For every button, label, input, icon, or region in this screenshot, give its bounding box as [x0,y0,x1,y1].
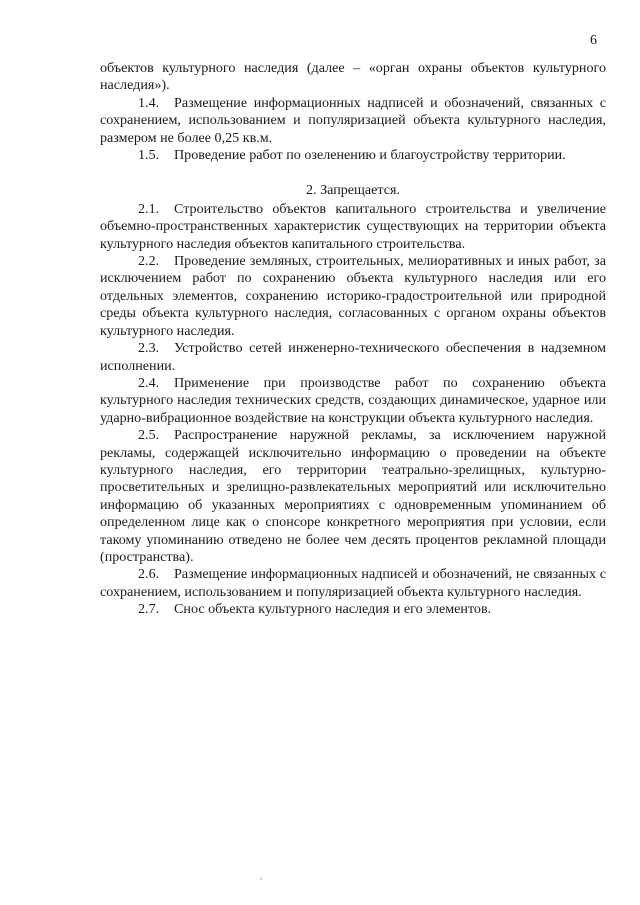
clause-2-3 [100,340,606,375]
clause-text: Размещение информационных надписей и обозначений, не связанных с сохранением, использованием и популяризацией объекта культурного наследия. [100,566,606,600]
section-heading-2: 2. Запрещается. [305,182,401,199]
clause-2-2 [100,253,606,340]
clause-text: Снос объекта культурного наследия и его элементов. [174,601,492,618]
continuation-paragraph: объектов культурного наследия (далее – «орган охраны объектов культурного наследия»). [100,60,606,94]
clause-2-1 [100,201,606,253]
clause-1-5 [100,147,606,164]
clause-text: Проведение земляных, строительных, мелиоративных и иных работ, за исключением работ по сохранению объекта культурного наследия или его отдельных элементов, сохранению историко-градостроительной или природной среды объекта культурного наследия, согласованных с органом охраны объектов культурного наследия. [100,253,606,339]
clause-number: 2.6. [138,566,160,583]
clause-2-5 [100,427,606,566]
clause-number: 2.4. [138,374,160,391]
clause-text: Строительство объектов капитального строительства и увеличение объемно-пространственных характеристик существующих на территории объекта культурного наследия объектов капитального строительства. [100,200,606,252]
clause-number: 2.2. [138,253,160,270]
clause-1-4 [100,95,606,147]
clause-number: 2.3. [138,340,160,357]
clause-text: Устройство сетей инженерно-технического обеспечения в надземном исполнении. [100,340,606,374]
clause-number: 2.7. [138,601,160,618]
clause-text: Применение при производстве работ по сохранению объекта культурного наследия технических средств, создающих динамическое, ударное или ударно-вибрационное воздействие на конструкции объекта культурного наследия. [100,374,606,426]
clause-number: 1.4. [138,94,160,111]
clause-number: 2.1. [138,200,160,217]
clause-2-6 [100,566,606,601]
clause-2-7 [100,601,606,618]
page-number: 6 [590,33,597,48]
clause-text: Проведение работ по озеленению и благоустройству территории. [174,147,566,164]
clause-number: 1.5. [138,147,160,164]
clause-2-4 [100,375,606,427]
clause-text: Распространение наружной рекламы, за исключением наружной рекламы, содержащей исключительно информацию о проведении на объекте культурного наследия, его территории театрально-зрелищных, культурно-просветительных и зрелищно-развлекательных мероприятий или исключительно информацию об указанных мероприятиях с одновременным упоминанием об определенном лице как о спонсоре конкретного мероприятия при условии, если такому упоминанию отведено не более чем десять процентов рекламной площади (пространства). [100,427,606,565]
clause-text: Размещение информационных надписей и обозначений, связанных с сохранением, использованием и популяризацией объекта культурного наследия, размером не более 0,25 кв.м. [100,94,606,146]
clause-number: 2.5. [138,427,160,444]
document-body [100,60,606,619]
scan-speck [260,878,262,880]
